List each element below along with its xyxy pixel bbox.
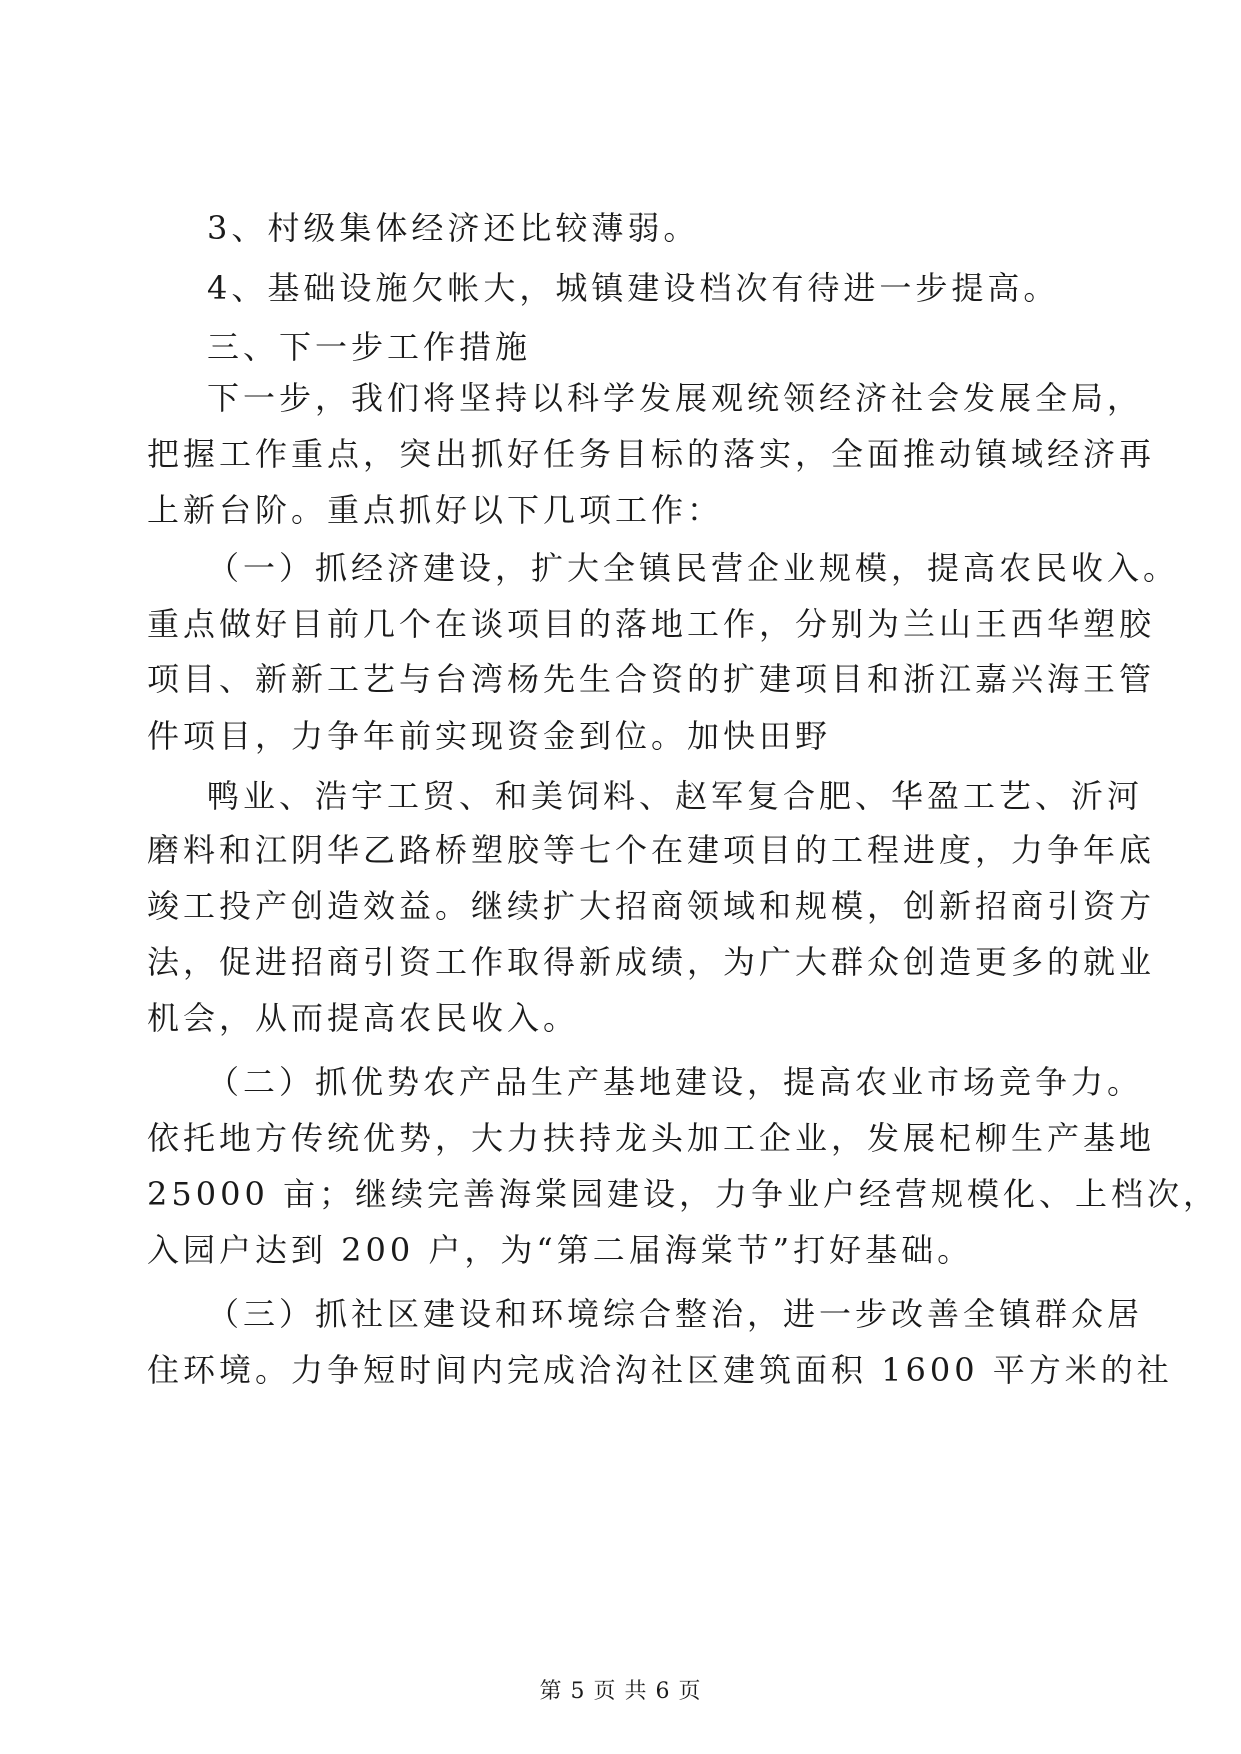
subsection-heading-1: （一）抓经济建设，扩大全镇民营企业规模，提高农民收入。	[207, 549, 1180, 587]
page-footer: 第 5 页 共 6 页	[539, 1679, 702, 1704]
text-line-4: 下一步，我们将坚持以科学发展观统领经济社会发展全局，	[207, 379, 1144, 417]
text-line-1: 3、村级集体经济还比较薄弱。	[207, 209, 700, 247]
text-line-9: 项目、新新工艺与台湾杨先生合资的扩建项目和浙江嘉兴海王管	[147, 660, 1156, 698]
text-line-5: 把握工作重点，突出抓好任务目标的落实，全面推动镇域经济再	[147, 435, 1156, 473]
text-line-13: 竣工投产创造效益。继续扩大招商领域和规模，创新招商引资方	[147, 887, 1156, 925]
text-line-11: 鸭业、浩宇工贸、和美饲料、赵军复合肥、华盈工艺、沂河	[207, 777, 1144, 815]
section-heading: 三、下一步工作措施	[207, 328, 532, 366]
text-line-17: 依托地方传统优势，大力扶持龙头加工企业，发展杞柳生产基地	[147, 1119, 1156, 1157]
text-line-2: 4、基础设施欠帐大，城镇建设档次有待进一步提高。	[207, 269, 1060, 307]
subsection-heading-3: （三）抓社区建设和环境综合整治，进一步改善全镇群众居	[207, 1295, 1144, 1333]
text-line-10: 件项目，力争年前实现资金到位。加快田野	[147, 717, 832, 755]
text-line-12: 磨料和江阴华乙路桥塑胶等七个在建项目的工程进度，力争年底	[147, 831, 1156, 869]
text-line-8: 重点做好目前几个在谈项目的落地工作，分别为兰山王西华塑胶	[147, 605, 1156, 643]
text-line-14: 法，促进招商引资工作取得新成绩，为广大群众创造更多的就业	[147, 943, 1156, 981]
text-line-15: 机会，从而提高农民收入。	[147, 999, 580, 1037]
text-line-18: 25000 亩；继续完善海棠园建设，力争业户经营规模化、上档次，	[147, 1175, 1219, 1213]
subsection-heading-2: （二）抓优势农产品生产基地建设，提高农业市场竞争力。	[207, 1063, 1144, 1101]
text-line-19: 入园户达到 200 户，为“第二届海棠节”打好基础。	[147, 1231, 974, 1269]
text-line-6: 上新台阶。重点抓好以下几项工作：	[147, 491, 724, 529]
text-line-21: 住环境。力争短时间内完成洽沟社区建筑面积 1600 平方米的社	[147, 1351, 1173, 1389]
